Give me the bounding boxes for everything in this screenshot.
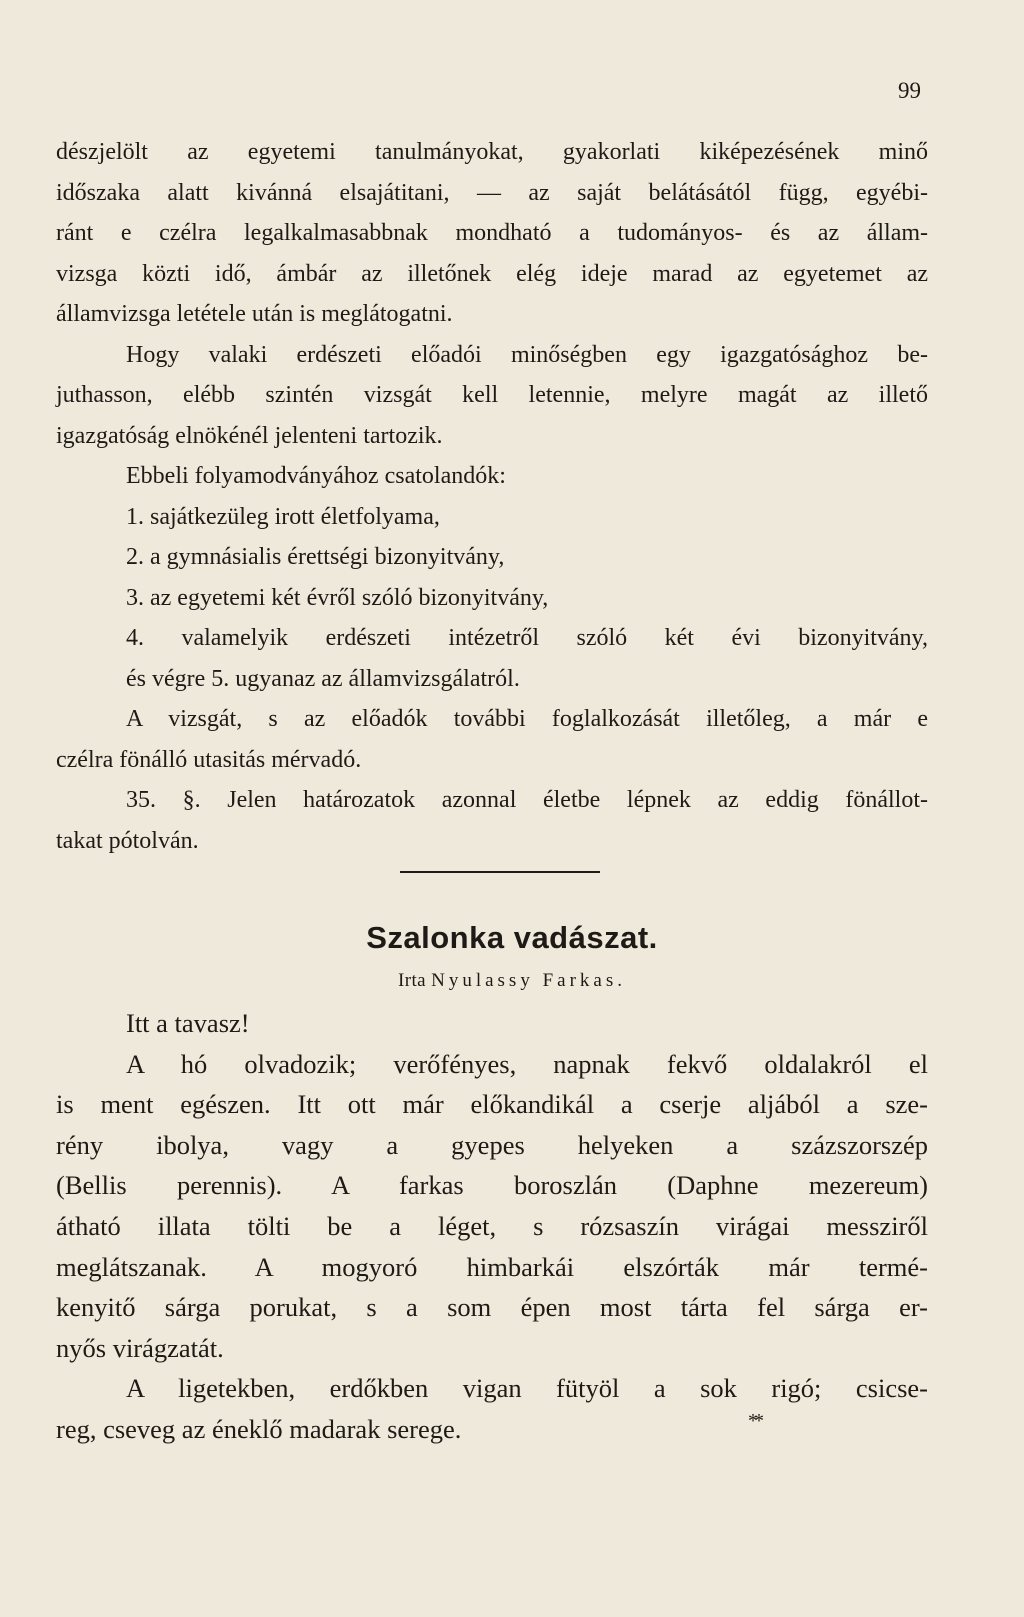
- text-line: is ment egészen. Itt ott már előkandikál a cserje aljából a sze-: [56, 1089, 928, 1120]
- text-line: kenyitő sárga porukat, s a som épen most tárta fel sárga er-: [56, 1292, 928, 1323]
- author-name: Nyulassy Farkas.: [431, 970, 626, 991]
- text-line: czélra fönálló utasitás mérvadó.: [56, 746, 362, 773]
- text-line: juthasson, elébb szintén vizsgát kell letennie, melyre magát az illető: [56, 382, 928, 408]
- upper-text-block: [56, 132, 928, 861]
- article-title: Szalonka vadászat.: [366, 920, 658, 955]
- text-line: rény ibolya, vagy a gyepes helyeken a százszorszép: [56, 1129, 928, 1160]
- text-line: takat pótolván.: [56, 827, 199, 854]
- list-item: 4. valamelyik erdészeti intézetről szóló két évi bizonyitvány,: [126, 625, 928, 651]
- text-line: A hó olvadozik; verőfényes, napnak fekvő oldalakról el: [126, 1048, 928, 1079]
- list-item: 1. sajátkezüleg irott életfolyama,: [126, 503, 440, 530]
- section-divider: [400, 871, 600, 873]
- text-line: időszaka alatt kivánná elsajátitani, — az saját belátásától függ, egyébi-: [56, 179, 928, 206]
- text-line: A ligetekben, erdőkben vigan fütyöl a sok rigó; csicse-: [126, 1373, 928, 1404]
- article-text-block: [56, 1003, 928, 1450]
- text-line: 35. §. Jelen határozatok azonnal életbe lépnek az eddig fönállot-: [126, 787, 928, 813]
- text-line: (Bellis perennis). A farkas boroszlán (Daphne mezereum): [56, 1170, 928, 1201]
- byline-prefix: Irta: [397, 970, 426, 991]
- article-byline: [0, 970, 1024, 992]
- text-line: Hogy valaki erdészeti előadói minőségben egy igazgatósághoz be-: [126, 341, 928, 368]
- text-line: ránt e czélra legalkalmasabbnak mondható a tudományos- és az állam-: [56, 220, 928, 246]
- text-line: átható illata tölti be a léget, s rózsaszín virágai messziről: [56, 1210, 928, 1241]
- end-mark: **: [748, 1410, 760, 1432]
- text-line: nyős virágzatát.: [56, 1332, 224, 1363]
- text-line: meglátszanak. A mogyoró himbarkái elszórták már termé-: [56, 1251, 928, 1282]
- text-line: reg, cseveg az éneklő madarak serege.: [56, 1413, 462, 1444]
- list-item: és végre 5. ugyanaz az államvizsgálatról.: [126, 665, 520, 692]
- text-line: Ebbeli folyamodványához csatolandók:: [126, 463, 506, 489]
- text-line: Itt a tavasz!: [126, 1008, 250, 1038]
- page-number: 99: [898, 78, 921, 103]
- text-line: vizsga közti idő, ámbár az illetőnek elég ideje marad az egyetemet az: [56, 260, 928, 287]
- list-item: 2. a gymnásialis érettségi bizonyitvány,: [126, 544, 505, 570]
- text-line: államvizsga letétele után is meglátogatni.: [56, 301, 453, 327]
- text-line: A vizsgát, s az előadók további foglalkozását illetőleg, a már e: [126, 706, 928, 732]
- text-line: igazgatóság elnökénél jelenteni tartozik.: [56, 422, 443, 449]
- list-item: 3. az egyetemi két évről szóló bizonyitvány,: [126, 584, 549, 611]
- text-line: dészjelölt az egyetemi tanulmányokat, gyakorlati kiképezésének minő: [56, 139, 928, 165]
